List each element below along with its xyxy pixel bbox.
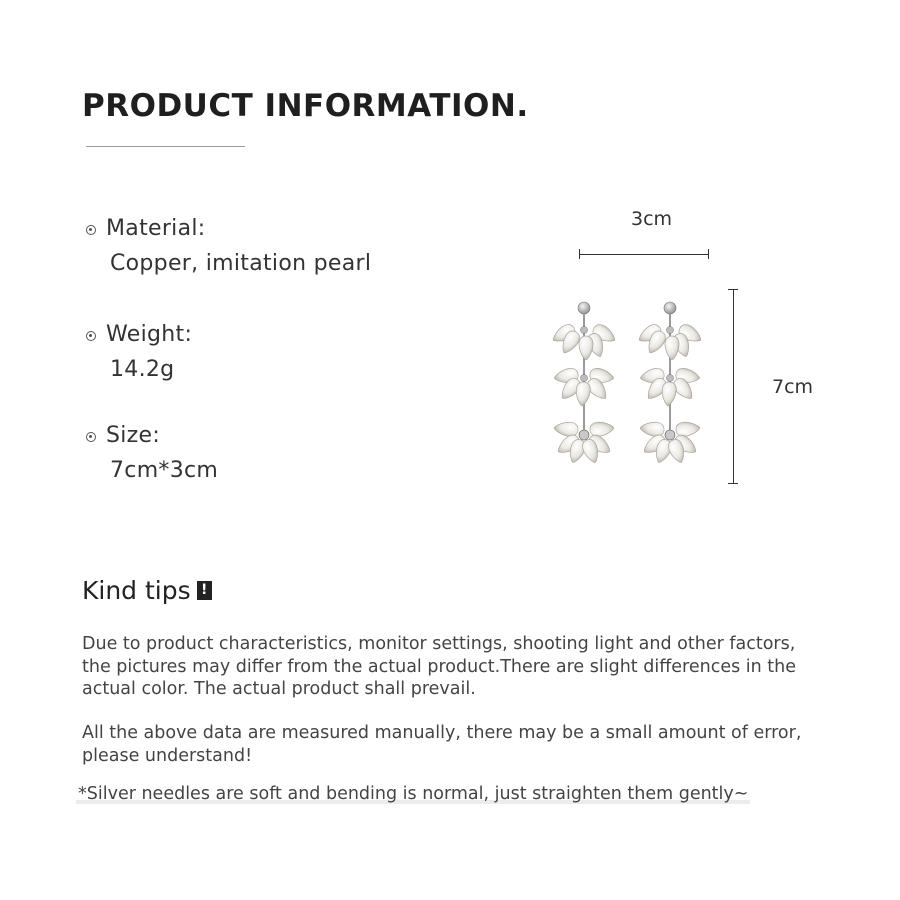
bullet-icon [86,432,96,442]
earrings-product-image [540,298,720,470]
spec-weight [86,322,192,382]
height-dimension-line [733,289,734,484]
width-dimension-label: 3cm [631,208,673,230]
spec-value: Copper, imitation pearl [110,251,372,276]
width-dimension-line [579,254,709,255]
spec-material [86,216,371,276]
kind-tips-title: Kind tips [82,576,191,605]
spec-label: Size: [106,423,161,448]
title-divider [86,146,245,147]
spec-value: 14.2g [110,357,175,382]
silver-needle-note: *Silver needles are soft and bending is normal, just straighten them gently~ [78,784,749,804]
height-dimension-label: 7cm [772,376,814,398]
bullet-icon [86,331,96,341]
spec-value: 7cm*3cm [110,458,219,483]
width-tick-right [708,249,709,259]
spec-label: Material: [106,216,206,241]
page-title: PRODUCT INFORMATION. [82,88,529,124]
tip-paragraph-2: All the above data are measured manually, there may be a small amount of error, please understand! [82,723,802,766]
exclamation-icon: ! [197,581,212,600]
width-tick-left [579,249,580,259]
kind-tips-heading [82,576,212,605]
height-tick-bottom [728,483,738,484]
bullet-icon [86,225,96,235]
spec-size [86,423,218,483]
tip-paragraph-1: Due to product characteristics, monitor settings, shooting light and other factors, the pictures may differ from the actual product.There are slight differences in the actual color. The actual product shall prevail. [82,634,796,699]
height-tick-top [728,289,738,290]
spec-label: Weight: [106,322,193,347]
